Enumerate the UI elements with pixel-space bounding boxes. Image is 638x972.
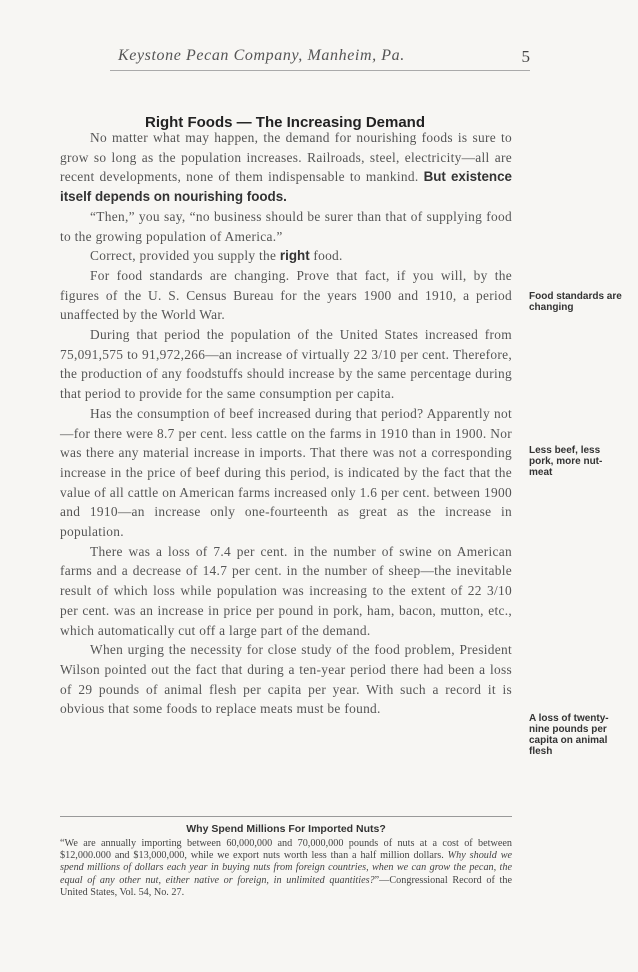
paragraph-7: There was a loss of 7.4 per cent. in the number of swine on American farms and a decrease of 14.7 per cent. in the number of sheep—the inevitable result of which loss while population was increasing to the extent of 22 3/10 per cent. was an increase in price per pound in pork, ham, bacon, mutton, etc., which automatically cut off a large part of the demand. (60, 543, 512, 638)
paragraph-8: When urging the necessity for close study of the food problem, President Wilson pointed out the fact that during a ten-year period there had been a loss of 29 pounds of animal flesh per capita per year. With such a record it is obvious that some foods to replace meats must be found. (60, 642, 512, 717)
box-quote-italic: Why should we spend millions of dollars each year in buying nuts from foreign countries, when we can grow the pecan, the equal of any other nut, either native or foreign, in unlimited quantities? (60, 850, 513, 886)
paragraph-1-emphasis: But existence itself depends on nourishing foods. (60, 169, 512, 205)
paragraph-3-text-b: food. (313, 248, 343, 264)
margin-note-food-standards: Food standards are changing (529, 291, 622, 313)
box-quote (60, 838, 512, 899)
page-number: 5 (521, 47, 530, 66)
paragraph-3-text-a: Correct, provided you supply the (90, 248, 277, 264)
paragraph-4: For food standards are changing. Prove that fact, if you will, by the figures of the U. S. Census Bureau for the years 1900 and 1910, a period unaffected by the World War. (60, 267, 512, 323)
paragraph-5: During that period the population of the United States increased from 75,091,575 to 91,972,266—an increase of virtually 22 3/10 per cent. Therefore, the production of any foodstuffs should increase by the same percentage during that period to provide for the same consumption per capita. (60, 327, 512, 402)
box-title: Why Spend Millions For Imported Nuts? (186, 823, 386, 835)
paragraph-2: “Then,” you say, “no business should be surer than that of supplying food to the growing population of America.” (60, 208, 512, 244)
paragraph-6: Has the consumption of beef increased during that period? Apparently not—for there were 8.7 per cent. less cattle on the farms in 1910 than in 1900. Nor was there any material increase in imports. That there was not a corresponding increase in the price of beef during this period, is indicated by the fact that the value of all cattle on American farms increased only 1.6 per cent. between 1900 and 1910—an increase only one-fourteenth as great as the increase in population. (60, 405, 512, 540)
box-rule (60, 816, 512, 817)
section-heading: Right Foods — The Increasing Demand (144, 114, 426, 131)
body-text (60, 128, 512, 719)
running-head-title: Keystone Pecan Company, Manheim, Pa. (118, 47, 405, 64)
paragraph-1-text: No matter what may happen, the demand for nourishing foods is sure to grow so long as the population increases. Railroads, steel, electricity—all are recent developments, none of them indispensable to mankind. (60, 130, 512, 185)
paragraph-3 (60, 246, 512, 266)
paragraph-3-emphasis: right (279, 248, 310, 264)
header-rule (110, 70, 530, 71)
running-head (110, 47, 530, 71)
paragraph-1 (60, 128, 512, 207)
box-quote-text-a: “We are annually importing between 60,000,000 and 70,000,000 pounds of nuts at a cost of between $12,000.000 and $13,000,000, while we export nuts worth less than a half million dollars. (60, 838, 512, 862)
margin-note-loss-animal-flesh: A loss of twenty-nine pounds per capita on animal flesh (529, 713, 609, 757)
margin-note-less-beef: Less beef, less pork, more nut-meat (529, 445, 603, 478)
box-quote-text-b: ”—Congressional Record of the United States, Vol. 54, No. 27. (60, 874, 513, 898)
